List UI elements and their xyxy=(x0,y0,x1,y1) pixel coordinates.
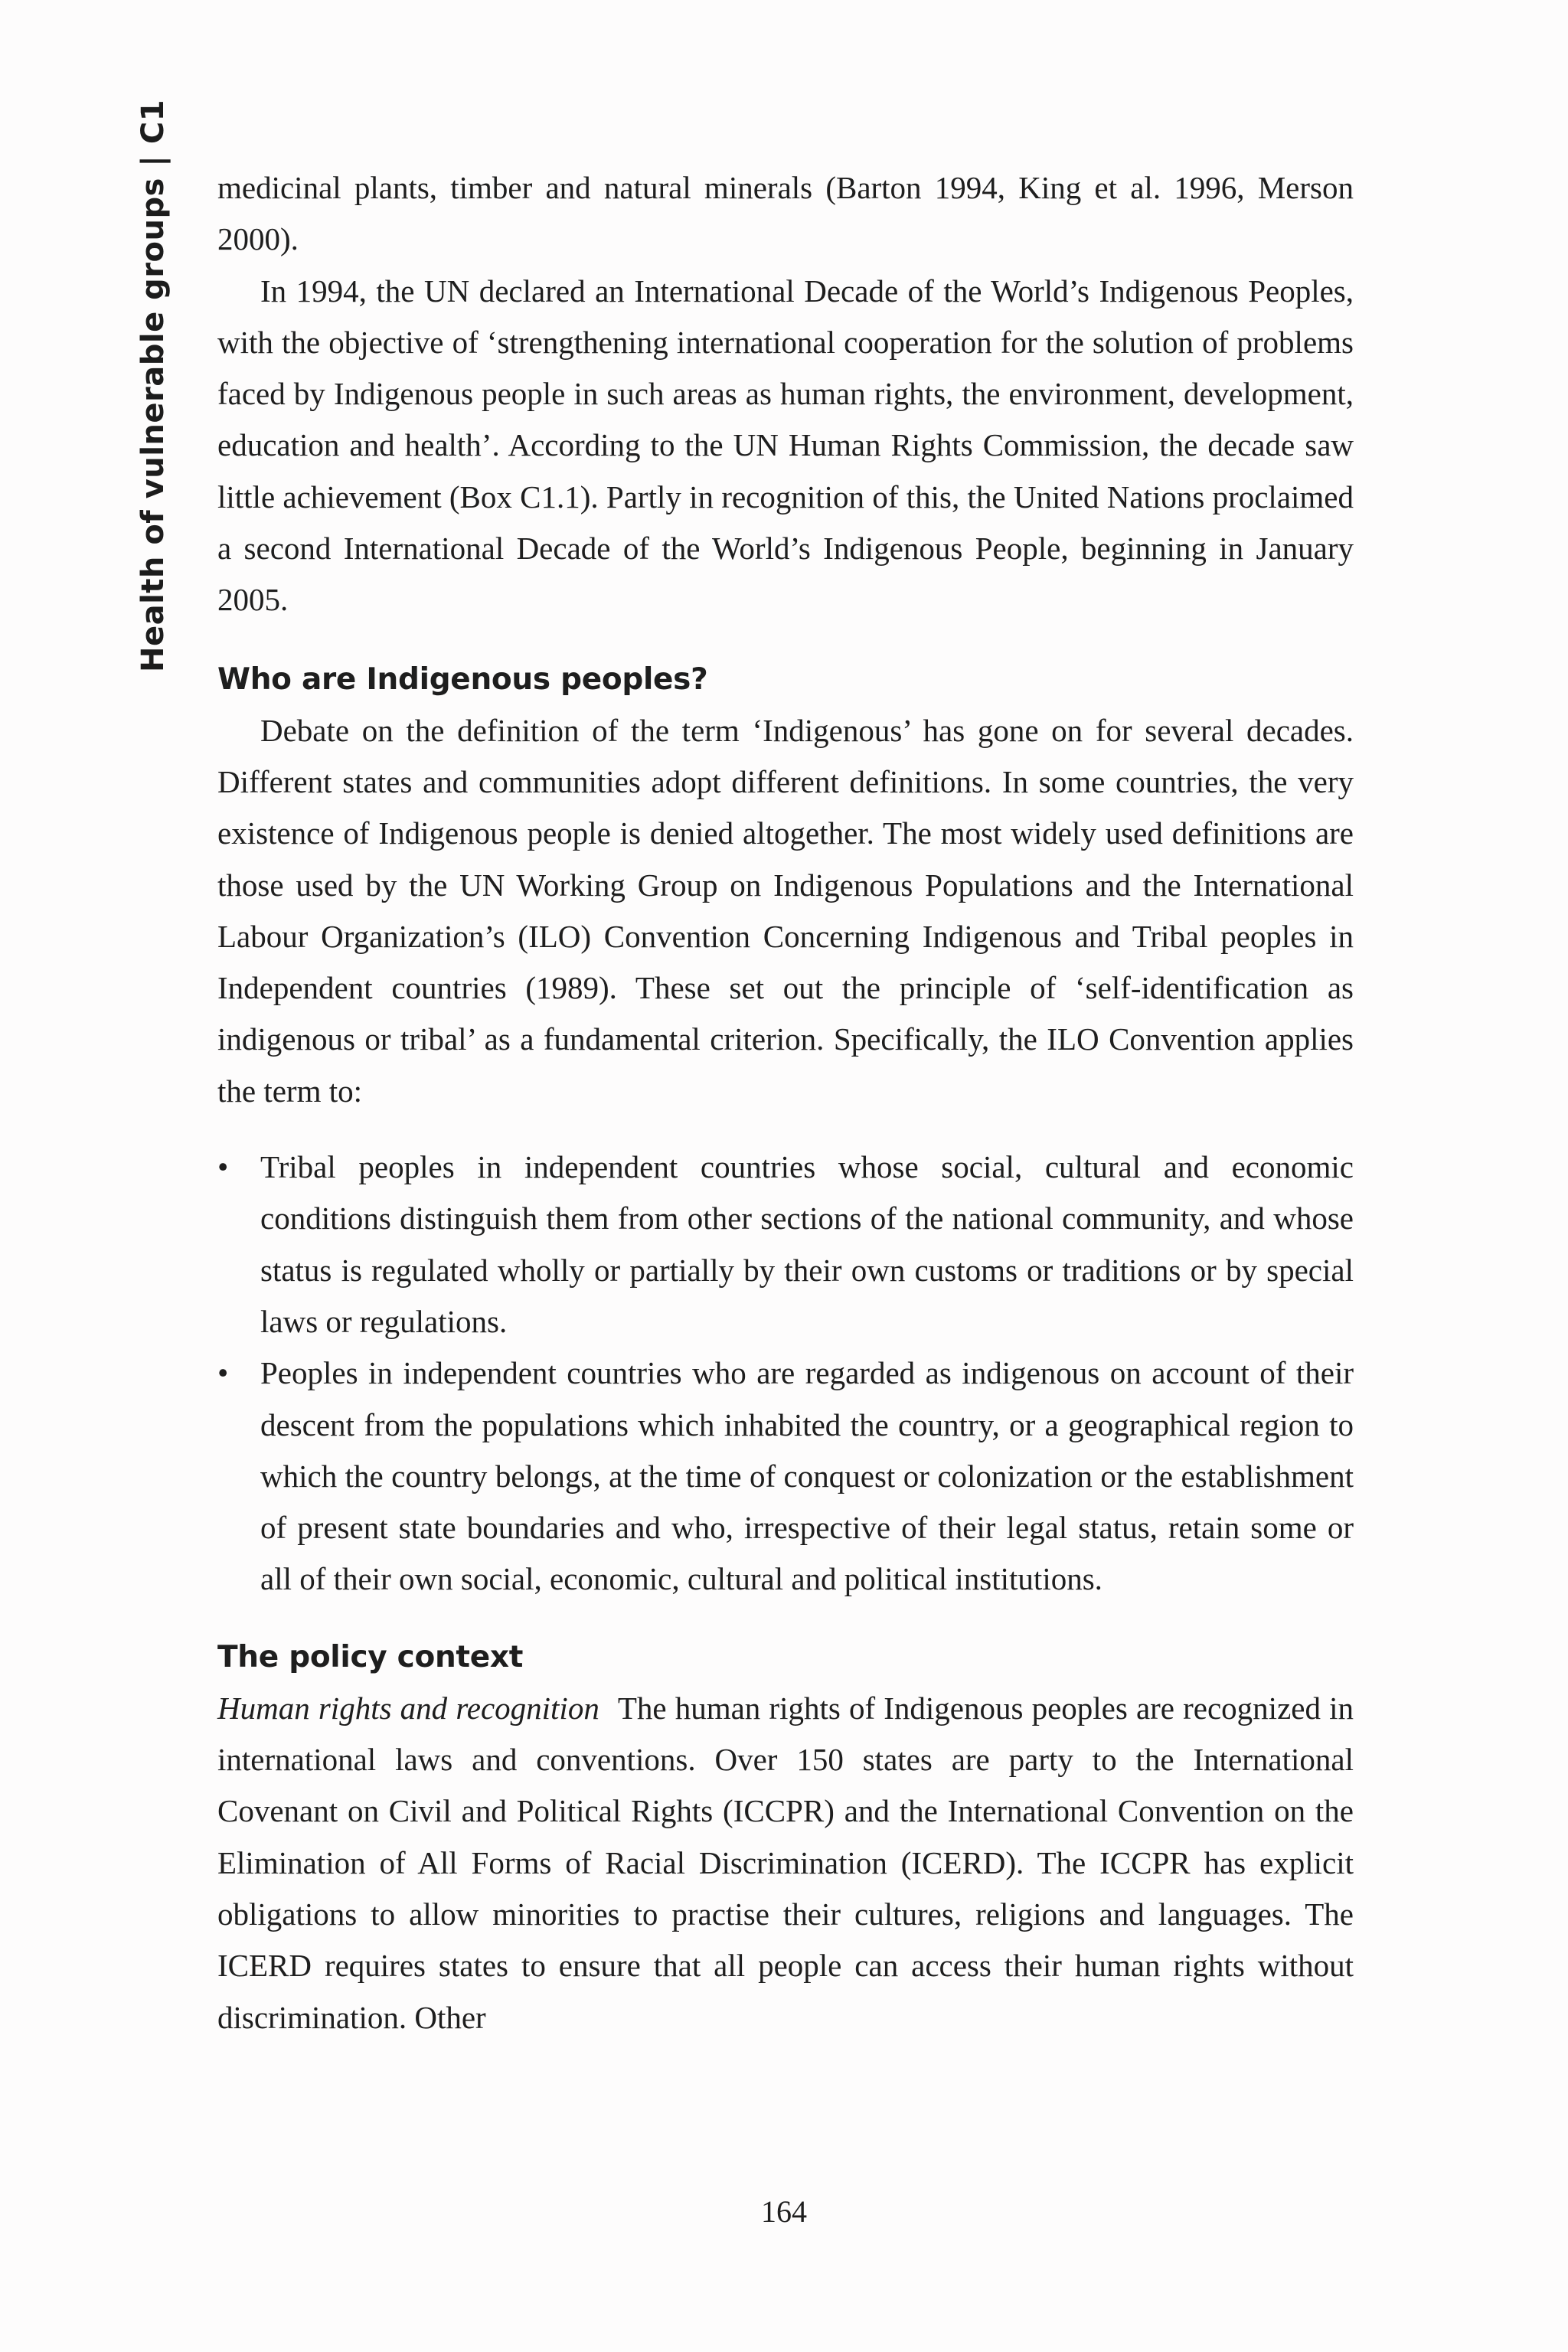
bullet-icon: • xyxy=(217,1149,229,1185)
section-heading-who-are-indigenous: Who are Indigenous peoples? xyxy=(217,662,708,697)
paragraph-un-decade: In 1994, the UN declared an International Decade of the World’s Indigenous Peoples, with the objective of ‘strengthening international cooperation for the solution of problems faced by Indigenous people in such areas as human rights, the environment, development, education and health’. According to the UN Human Rights Commission, the decade saw little achievement (Box C1.1). Partly in recognition of this, the United Nations proclaimed a second International Decade of the World’s Indigenous People, beginning in January 2005. xyxy=(217,273,1354,618)
paragraph-continuation: medicinal plants, timber and natural minerals (Barton 1994, King et al. 1996, Merson 2000). xyxy=(217,170,1354,257)
list-item-text: Peoples in independent countries who are regarded as indigenous on account of their descent from the populations which inhabited the country, or a geographical region to which the country belongs, at the time of conquest or colonization or the establishment of present state boundaries and who, irrespective of their legal status, retain some or all of their own social, economic, cultural and political institutions. xyxy=(260,1355,1354,1597)
section-heading-policy-context: The policy context xyxy=(217,1639,524,1674)
body-text xyxy=(217,162,1354,2043)
paragraph-human-rights-text: The human rights of Indigenous peoples are recognized in international laws and conventions. Over 150 states are party to the International Covenant on Civil and Political Rights (ICCPR) and the International Convention on the Elimination of All Forms of Racial Discrimination (ICERD). The ICCPR has explicit obligations to allow minorities to practise their cultures, religions and languages. The ICERD requires states to ensure that all people can access their human rights without discrimination. Other xyxy=(217,1690,1354,2035)
paragraph-human-rights xyxy=(217,1683,1354,2043)
ilo-criteria-list xyxy=(217,1142,1354,1606)
running-head: Health of vulnerable groups | C1 xyxy=(136,99,171,672)
run-in-heading: Human rights and recognition xyxy=(217,1690,599,1726)
page-number: 164 xyxy=(761,2194,807,2229)
list-item-text: Tribal peoples in independent countries whose social, cultural and economic conditions distinguish them from other sections of the national community, and whose status is regulated wholly or partially by their own customs or traditions or by special laws or regulations. xyxy=(260,1149,1354,1339)
bullet-icon: • xyxy=(217,1355,229,1391)
paragraph-definition: Debate on the definition of the term ‘Indigenous’ has gone on for several decades. Different states and communities adopt different definitions. In some countries, the very existence of Indigenous people is denied altogether. The most widely used definitions are those used by the UN Working Group on Indigenous Populations and the International Labour Organization’s (ILO) Convention Concerning Indigenous and Tribal peoples in Independent countries (1989). These set out the principle of ‘self-identification as indigenous or tribal’ as a fundamental criterion. Specifically, the ILO Convention applies the term to: xyxy=(217,712,1354,1109)
list-item xyxy=(217,1348,1354,1605)
list-item xyxy=(217,1142,1354,1348)
